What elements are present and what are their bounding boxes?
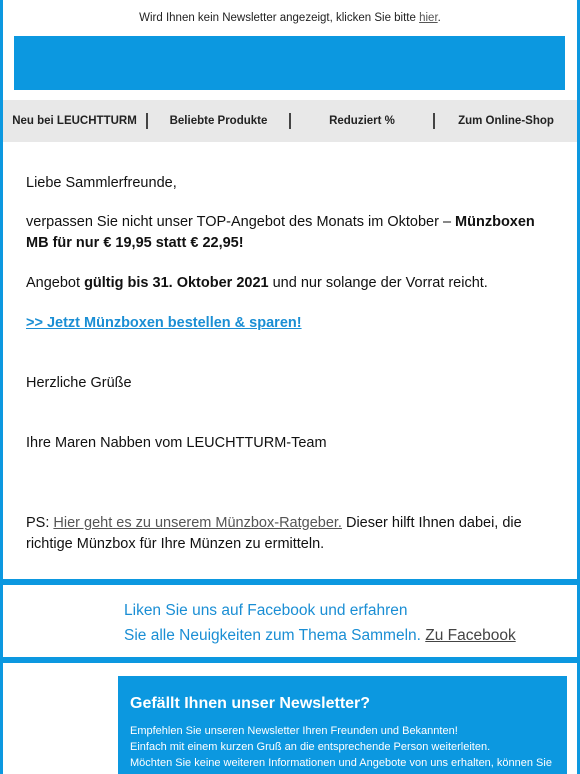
nav-item-reduziert[interactable]: Reduziert % (329, 115, 395, 127)
validity-post: und nur solange der Vorrat reicht. (268, 275, 488, 291)
facebook-line-1: Liken Sie uns auf Facebook und erfahren (124, 602, 408, 619)
validity-pre: Angebot (26, 275, 85, 291)
order-cta-link[interactable]: >> Jetzt Münzboxen bestellen & sparen! (26, 315, 302, 331)
nav-item-neu[interactable]: Neu bei LEUCHTTURM (12, 115, 137, 127)
ps-text: Dieser hilft Ihnen dabei, die richtige Münzbox für Ihre Münzen zu ermitteln. (26, 515, 522, 552)
header-banner (14, 36, 565, 90)
ratgeber-link[interactable]: Hier geht es zu unserem Münzbox-Ratgeber. (53, 515, 342, 531)
section-divider (0, 579, 580, 585)
main-nav (3, 100, 577, 142)
signature: Ihre Maren Nabben vom LEUCHTTURM-Team (26, 435, 327, 451)
section-divider (0, 657, 580, 663)
nav-item-online-shop[interactable]: Zum Online-Shop (458, 115, 554, 127)
newsletter-recommend-box (118, 676, 567, 774)
closing: Herzliche Grüße (26, 375, 132, 391)
facebook-link[interactable]: Zu Facebook (425, 627, 516, 644)
facebook-line-2 (124, 623, 564, 648)
offer-intro: verpassen Sie nicht unser TOP-Angebot des Monats im Oktober – (26, 214, 456, 230)
preheader-period: . (437, 12, 441, 24)
preheader-link[interactable]: hier (419, 12, 438, 24)
validity-date: gültig bis 31. Oktober 2021 (84, 275, 269, 291)
cta-paragraph (26, 313, 561, 334)
preheader-text: Wird Ihnen kein Newsletter angezeigt, klicken Sie bitte (139, 12, 420, 24)
newsletter-box-line-1: Empfehlen Sie unseren Newsletter Ihren Freunden und Bekannten! (130, 725, 458, 737)
greeting: Liebe Sammlerfreunde, (26, 175, 177, 191)
offer-paragraph (26, 212, 561, 254)
facebook-line-2-text: Sie alle Neuigkeiten zum Thema Sammeln. (124, 627, 426, 644)
offer-price: Münzboxen MB für nur € 19,95 statt € 22,95! (26, 214, 535, 251)
nav-item-beliebte-produkte[interactable]: Beliebte Produkte (169, 115, 268, 127)
preheader (0, 0, 580, 36)
ps-paragraph (26, 513, 561, 555)
newsletter-box-line-2: Einfach mit einem kurzen Gruß an die entsprechende Person weiterleiten. (130, 741, 491, 753)
facebook-teaser (124, 598, 564, 648)
ps-label: PS: (26, 515, 54, 531)
newsletter-box-line-3: Möchten Sie keine weiteren Informationen und Angebote von uns erhalten, können Sie (130, 757, 552, 769)
validity-paragraph (26, 273, 561, 294)
newsletter-box-title: Gefällt Ihnen unser Newsletter? (130, 695, 371, 712)
